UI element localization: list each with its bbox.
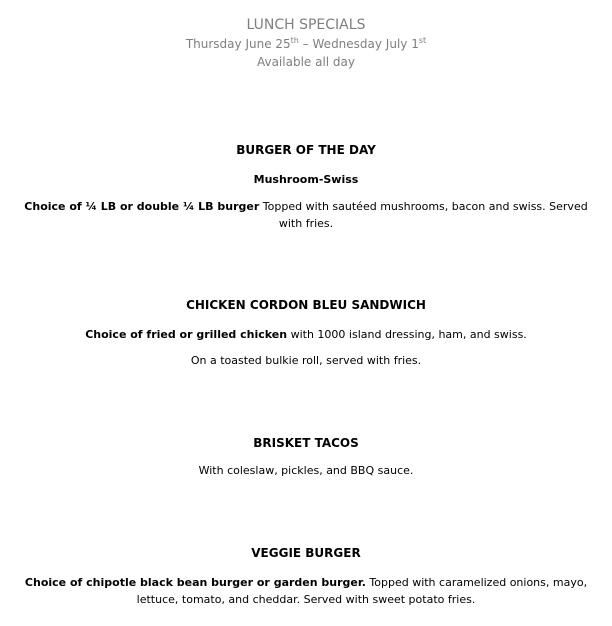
special-desc-bold-veggie: Choice of chipotle black bean burger or garden burger. bbox=[24, 576, 366, 589]
dates-end-suffix: st bbox=[418, 36, 427, 45]
special-desc-bold-chicken: Choice of fried or grilled chicken bbox=[85, 328, 288, 341]
special-subtitle-burger: Mushroom-Swiss bbox=[253, 173, 359, 186]
special-desc-bold-burger: Choice of ¼ LB or double ¼ LB burger bbox=[24, 200, 260, 213]
dates-end: – Wednesday July 1 bbox=[298, 37, 419, 51]
special-desc-text-veggie: Topped with caramelized onions, mayo, lettuce, tomato, and cheddar. Served with sweet potato fries. bbox=[136, 576, 588, 606]
special-name-chicken: CHICKEN CORDON BLEU SANDWICH bbox=[186, 298, 426, 312]
menu-dates bbox=[0, 36, 612, 52]
special-desc-text-chicken: with 1000 island dressing, ham, and swiss. bbox=[287, 328, 527, 341]
special-desc2-chicken: On a toasted bulkie roll, served with fries. bbox=[190, 354, 422, 367]
special-desc-tacos: With coleslaw, pickles, and BBQ sauce. bbox=[198, 464, 414, 477]
availability-note: Available all day bbox=[256, 55, 356, 69]
menu-title: LUNCH SPECIALS bbox=[246, 17, 366, 33]
special-desc-chicken bbox=[16, 326, 596, 343]
special-desc-text-burger: Topped with sautéed mushrooms, bacon and swiss. Served with fries. bbox=[259, 200, 588, 230]
special-desc-burger bbox=[16, 198, 596, 232]
dates-start: Thursday June 25 bbox=[185, 37, 291, 51]
special-name-burger: BURGER OF THE DAY bbox=[236, 143, 376, 157]
dates-start-suffix: th bbox=[290, 36, 299, 45]
special-desc-veggie bbox=[10, 574, 602, 608]
special-name-veggie: VEGGIE BURGER bbox=[251, 546, 361, 560]
special-name-tacos: BRISKET TACOS bbox=[253, 436, 359, 450]
